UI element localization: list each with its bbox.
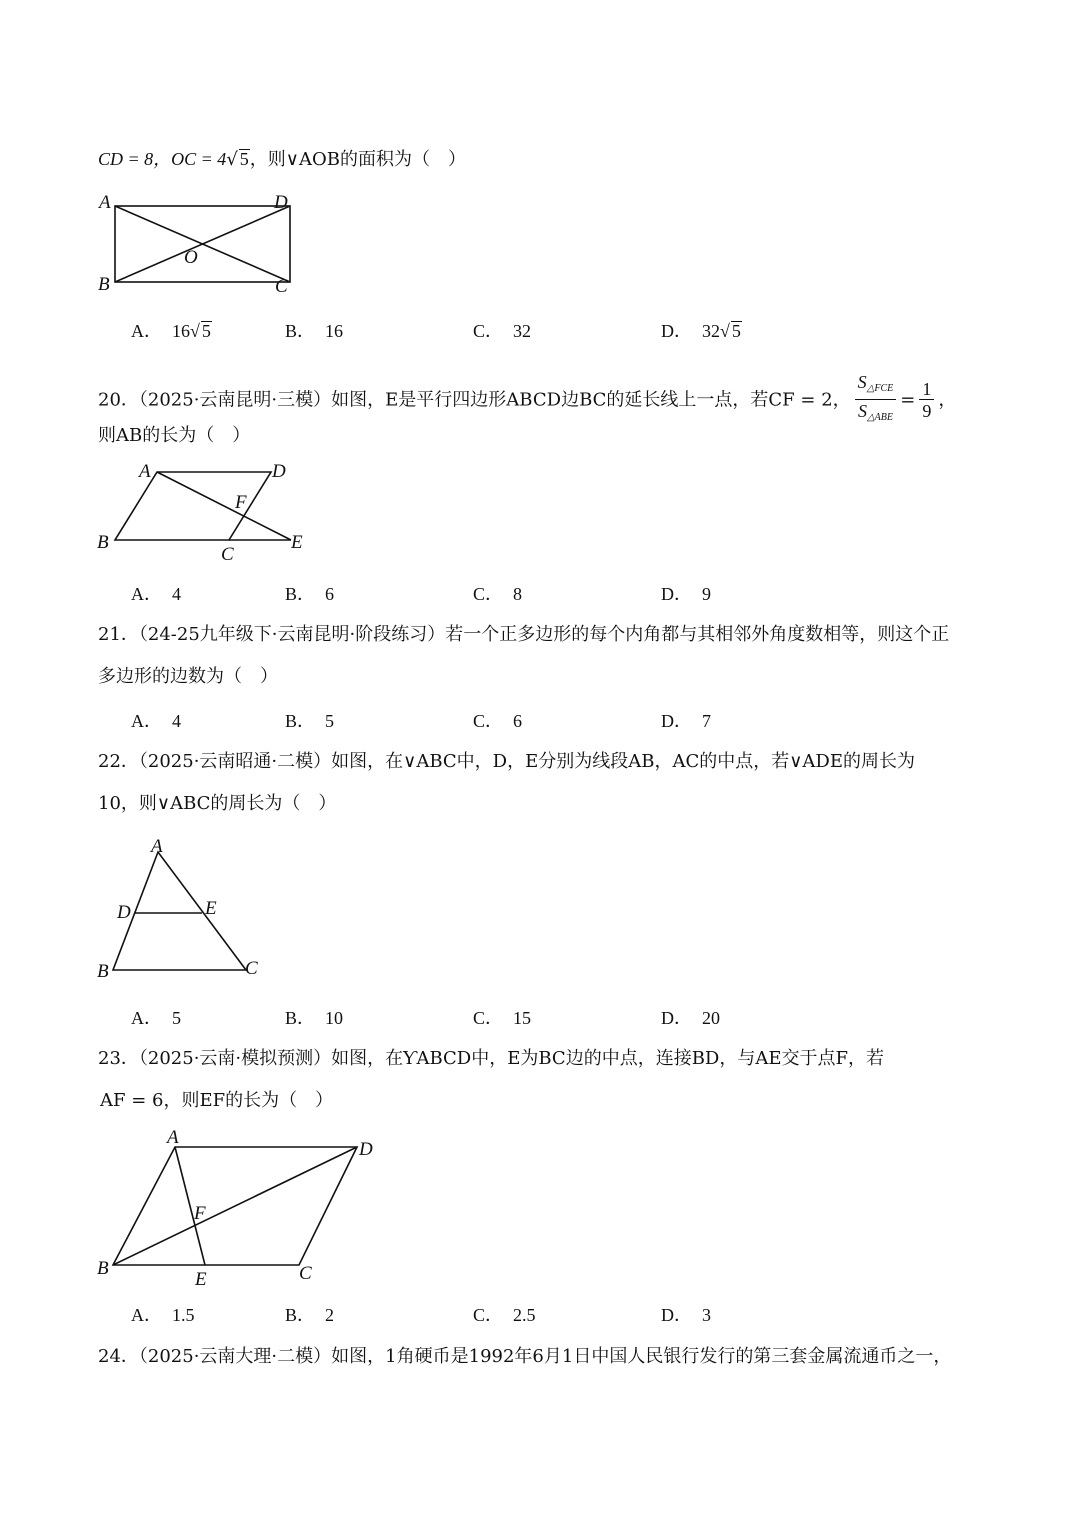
q23-figure-parallelogram [95, 1125, 385, 1290]
label-d: D [117, 902, 131, 923]
q21-stem: 21．（24-25九年级下·云南昆明·阶段练习）若一个正多边形的每个内角都与其相邻外角度数相等，则这个正 [98, 624, 950, 645]
q19-option-a[interactable]: A． 16√ 5 [131, 321, 211, 341]
q20-options [0, 580, 1080, 606]
label-b: B [97, 961, 109, 982]
q20-area-ratio: $\frac{S_{\triangle FCE}}{S_{\triangle ABE}}$ [855, 372, 897, 429]
label-f: F [235, 492, 247, 513]
q20-stem-line2: 则AB的长为（ ） [98, 425, 251, 446]
q20-ratio-value: $\frac{1}{9}$ [919, 379, 934, 422]
q23-option-d[interactable]: D． 3 [661, 1305, 711, 1325]
parallelogram-abcd [115, 472, 271, 540]
label-a: A [151, 836, 163, 857]
q23-option-b[interactable]: B． 2 [285, 1305, 335, 1325]
label-c: C [221, 544, 234, 565]
label-e: E [291, 532, 303, 553]
q20-stem: 20．（2025·云南昆明·三模）如图，E是平行四边形ABCD边BC的延长线上一点，若CF = 2， $\frac{S_{\triangle FCE}}{S_{\triangle ABE}}$ = $\frac{1}{9}$ ， [98, 372, 956, 429]
q19-stem: CD = 8，OC = 4√ 5，则∨AOB的面积为（ ） [98, 146, 466, 173]
q23-option-c[interactable]: C． 2.5 [473, 1305, 536, 1325]
q22-option-c[interactable]: C． 15 [473, 1008, 532, 1028]
q22-options [0, 1004, 1080, 1030]
triangle-abc [113, 852, 246, 970]
q22-option-d[interactable]: D． 20 [661, 1008, 720, 1028]
q20-option-d[interactable]: D． 9 [661, 584, 711, 604]
q23-option-a[interactable]: A． 1.5 [131, 1305, 195, 1325]
q23-options [0, 1301, 1080, 1327]
sqrt-sign: √ 5 [226, 149, 249, 170]
label-d: D [359, 1139, 373, 1160]
label-o: O [184, 247, 198, 268]
label-a: A [99, 192, 111, 213]
q24-stem: 24．（2025·云南大理·二模）如图，1角硬币是1992年6月1日中国人民银行发行的第三套金属流通币之一， [98, 1346, 952, 1367]
label-b: B [98, 274, 110, 295]
segment-ae [157, 472, 291, 540]
label-d: D [274, 192, 288, 213]
q20-figure-parallelogram [95, 455, 335, 570]
label-c: C [275, 276, 288, 297]
q22-stem: 22．（2025·云南昭通·二模）如图，在∨ABC中，D，E分别为线段AB，AC的中点，若∨ADE的周长为 [98, 751, 915, 772]
q20-option-c[interactable]: C． 8 [473, 584, 523, 604]
label-b: B [97, 1258, 109, 1279]
label-c: C [245, 958, 258, 979]
q19-option-b[interactable]: B． 16 [285, 321, 344, 341]
label-d: D [272, 461, 286, 482]
q22-option-a[interactable]: A． 5 [131, 1008, 181, 1028]
q23-stem-line2: AF = 6，则EF的长为（ ） [100, 1090, 334, 1111]
q21-option-b[interactable]: B． 5 [285, 711, 335, 731]
q22-option-b[interactable]: B． 10 [285, 1008, 344, 1028]
diagonal-bd [113, 1147, 357, 1265]
q19-option-d[interactable]: D． 32√ 5 [661, 321, 741, 341]
label-e: E [205, 898, 217, 919]
q23-stem: 23．（2025·云南·模拟预测）如图，在ƳABCD中，E为BC边的中点，连接BD，与AE交于点F，若 [98, 1048, 884, 1069]
q19-option-c[interactable]: C． 32 [473, 321, 532, 341]
q21-option-c[interactable]: C． 6 [473, 711, 523, 731]
q22-stem-line2: 10，则∨ABC的周长为（ ） [98, 793, 337, 814]
q19-options [0, 317, 1080, 343]
label-c: C [299, 1263, 312, 1284]
q20-option-a[interactable]: A． 4 [131, 584, 181, 604]
q21-options [0, 707, 1080, 733]
q19-figure-rectangle [95, 190, 315, 300]
label-a: A [139, 461, 151, 482]
q21-option-d[interactable]: D． 7 [661, 711, 711, 731]
label-b: B [97, 532, 109, 553]
label-e: E [195, 1269, 207, 1290]
q21-option-a[interactable]: A． 4 [131, 711, 181, 731]
q22-figure-triangle [95, 835, 275, 985]
q21-stem-line2: 多边形的边数为（ ） [98, 666, 278, 687]
label-f: F [194, 1203, 206, 1224]
label-a: A [167, 1127, 179, 1148]
q20-option-b[interactable]: B． 6 [285, 584, 335, 604]
